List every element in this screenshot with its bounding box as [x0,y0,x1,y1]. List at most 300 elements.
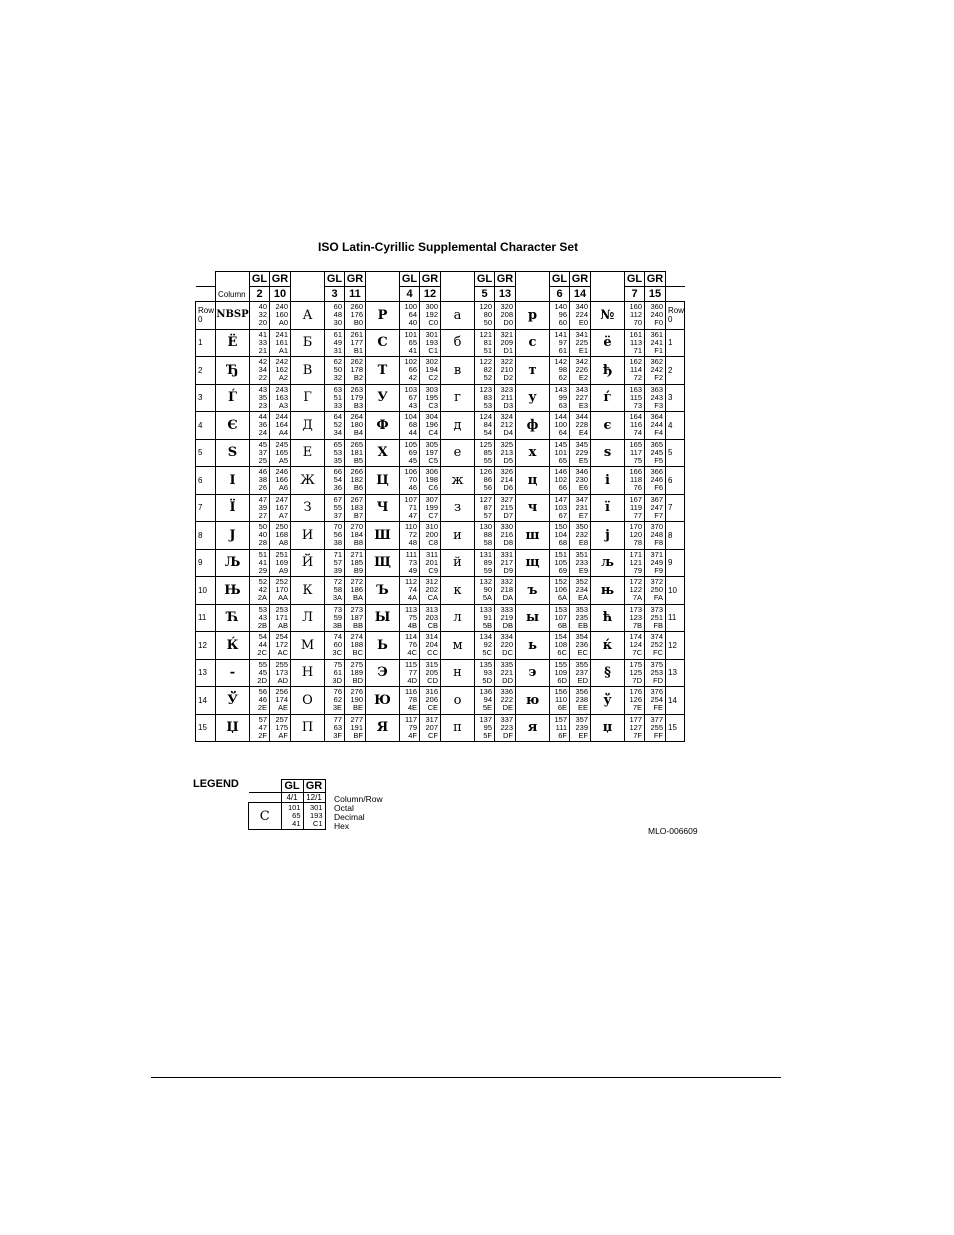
gr-codes [495,632,516,660]
hex-value: DE [502,703,513,713]
octal-value: 46 [258,467,267,477]
row-number: 14 [196,687,216,715]
row-number: 4 [196,412,216,440]
character-glyph: У [366,384,400,412]
decimal-value: 45 [258,667,267,677]
octal-value: 64 [333,412,342,422]
hex-value: DC [502,648,513,658]
octal-value: 366 [650,467,663,477]
hex-value: 62 [558,373,567,383]
octal-value: 47 [258,494,267,504]
hex-value: 31 [333,345,342,355]
decimal-value: 247 [650,502,663,512]
decimal-value: 205 [425,667,438,677]
column-gr-number: 11 [345,287,366,302]
gr-codes [270,632,291,660]
decimal-value: 203 [425,612,438,622]
hex-value: 4F [408,730,417,740]
decimal-value: 103 [554,502,567,512]
gr-codes [495,494,516,522]
decimal-value: 66 [408,365,417,375]
gl-codes [625,302,645,330]
octal-value: 247 [275,494,288,504]
decimal-value: 36 [258,420,267,430]
character-glyph: Л [291,604,325,632]
table-row [196,357,685,385]
octal-value: 253 [275,604,288,614]
decimal-value: 191 [350,722,363,732]
decimal-value: 100 [554,420,567,430]
octal-value: 142 [554,357,567,367]
gr-codes [645,439,666,467]
hex-value: 33 [333,400,342,410]
decimal-value: 226 [575,365,588,375]
octal-value: 362 [650,357,663,367]
octal-value: 274 [350,632,363,642]
character-glyph: р [516,302,550,330]
octal-value: 267 [350,494,363,504]
decimal-value: 193 [425,337,438,347]
decimal-value: 218 [500,585,513,595]
row-number: 6 [666,467,685,495]
octal-value: 260 [350,302,363,312]
hex-value: BC [352,648,363,658]
hex-value: 7C [632,648,642,658]
octal-value: 70 [333,522,342,532]
character-glyph: О [291,687,325,715]
hex-value: 21 [258,345,267,355]
decimal-value: 241 [650,337,663,347]
character-glyph: щ [516,549,550,577]
gl-codes [625,384,645,412]
legend-gl-header: GL [281,780,303,793]
hex-value: D0 [503,318,513,328]
gl-codes [625,439,645,467]
decimal-value: 227 [575,392,588,402]
hex-value: D5 [503,455,513,465]
decimal-value: 58 [333,585,342,595]
octal-value: 307 [425,494,438,504]
gl-codes [325,467,345,495]
gl-codes [250,714,270,742]
decimal-value: 185 [350,557,363,567]
decimal-value: 61 [333,667,342,677]
octal-value: 346 [575,467,588,477]
gr-header: GR [645,272,666,287]
octal-value: 337 [500,714,513,724]
decimal-value: 208 [500,310,513,320]
octal-value: 162 [629,357,642,367]
octal-value: 374 [650,632,663,642]
decimal-value: 228 [575,420,588,430]
row-number [196,302,216,330]
octal-value: 66 [333,467,342,477]
gr-codes [645,467,666,495]
octal-value: 101 [404,329,417,339]
character-glyph: Љ [216,549,250,577]
hex-value: AF [278,730,288,740]
gr-codes [345,714,366,742]
decimal-value: 243 [650,392,663,402]
octal-value: 42 [258,357,267,367]
row-number: 3 [196,384,216,412]
gl-codes [475,439,495,467]
character-glyph: л [441,604,475,632]
octal-value: 240 [275,302,288,312]
gr-codes [570,384,591,412]
decimal-value: 165 [275,447,288,457]
octal-value: 107 [404,494,417,504]
table-row [196,412,685,440]
hex-value: 71 [633,345,642,355]
gl-codes [550,357,570,385]
gr-codes [420,577,441,605]
octal-value: 165 [629,439,642,449]
gr-codes [645,604,666,632]
decimal-value: 67 [408,392,417,402]
hex-value: E5 [578,455,588,465]
hex-value: 7B [632,620,642,630]
character-glyph: с [516,329,550,357]
hex-value: 74 [633,428,642,438]
hex-value: EF [578,730,588,740]
decimal-value: 215 [500,502,513,512]
hex-value: 3B [332,620,342,630]
gr-codes [270,302,291,330]
gl-codes [400,632,420,660]
octal-value: 144 [554,412,567,422]
gl-codes [550,577,570,605]
octal-value: 140 [554,302,567,312]
row-number: 1 [196,329,216,357]
hex-value: FD [653,675,663,685]
gl-codes [550,412,570,440]
gr-codes [570,467,591,495]
decimal-value: 201 [425,557,438,567]
octal-value: 275 [350,659,363,669]
decimal-value: 242 [650,365,663,375]
character-glyph: NBSP [216,302,250,330]
hex-value: 5D [482,675,492,685]
octal-value: 316 [425,687,438,697]
decimal-value: 63 [333,722,342,732]
legend-gr-hex: C1 [312,819,323,828]
octal-value: 365 [650,439,663,449]
decimal-value: 219 [500,612,513,622]
octal-value: 361 [650,329,663,339]
character-glyph: љ [591,549,625,577]
hex-value: DD [502,675,513,685]
gr-codes [270,329,291,357]
gl-codes [625,604,645,632]
decimal-value: 231 [575,502,588,512]
hex-value: 72 [633,373,642,383]
character-glyph: Ж [291,467,325,495]
octal-value: 71 [333,549,342,559]
decimal-value: 87 [483,502,492,512]
decimal-value: 99 [558,392,567,402]
row-number: 5 [666,439,685,467]
decimal-value: 49 [333,337,342,347]
hex-value: 38 [333,538,342,548]
octal-value: 104 [404,412,417,422]
row-number: 7 [196,494,216,522]
decimal-value: 211 [501,392,513,402]
decimal-value: 216 [500,530,513,540]
hex-value: F5 [654,455,663,465]
gl-codes [400,659,420,687]
octal-value: 45 [258,439,267,449]
octal-value: 161 [629,329,642,339]
octal-value: 327 [500,494,513,504]
gl-codes [550,714,570,742]
gl-header: GL [550,272,570,287]
decimal-value: 254 [650,695,663,705]
hex-value: EC [577,648,588,658]
hex-value: 5E [482,703,492,713]
octal-value: 167 [629,494,642,504]
gr-codes [645,549,666,577]
character-glyph: у [516,384,550,412]
hex-value: F4 [654,428,663,438]
character-glyph: Ъ [366,577,400,605]
hex-value: 45 [408,455,417,465]
hex-value: 3F [333,730,342,740]
decimal-value: 40 [258,530,267,540]
gl-codes [400,714,420,742]
hex-value: 2F [258,730,267,740]
gl-codes [325,439,345,467]
hex-value: 5B [482,620,492,630]
decimal-value: 223 [500,722,513,732]
hex-value: A9 [278,565,288,575]
decimal-value: 74 [408,585,417,595]
gr-codes [570,632,591,660]
gr-codes [420,687,441,715]
decimal-value: 233 [575,557,588,567]
octal-value: 364 [650,412,663,422]
character-glyph: к [441,577,475,605]
gl-codes [325,549,345,577]
octal-value: 150 [554,522,567,532]
hex-value: B7 [353,510,363,520]
hex-value: F8 [654,538,663,548]
hex-value: F7 [654,510,663,520]
hex-value: FF [653,730,663,740]
row-number: 3 [666,384,685,412]
decimal-value: 250 [650,585,663,595]
decimal-value: 177 [350,337,363,347]
gl-codes [625,577,645,605]
gr-codes [420,329,441,357]
hex-value: 76 [633,483,642,493]
hex-value: 67 [558,510,567,520]
hex-value: 42 [408,373,417,383]
hex-value: AC [277,648,288,658]
hex-value: 53 [483,400,492,410]
legend-table [248,779,326,830]
gl-codes [325,522,345,550]
hex-value: D6 [503,483,513,493]
gr-codes [495,412,516,440]
gl-codes [250,604,270,632]
gr-codes [570,577,591,605]
octal-value: 242 [275,357,288,367]
octal-value: 155 [554,659,567,669]
gr-codes [270,714,291,742]
hex-value: A4 [278,428,288,438]
legend-gr-octal: 301 [309,803,323,812]
hex-value: EA [577,593,588,603]
decimal-value: 164 [275,420,288,430]
character-glyph: Г [291,384,325,412]
character-glyph: в [441,357,475,385]
decimal-value: 56 [333,530,342,540]
decimal-value: 207 [425,722,438,732]
octal-value: 143 [554,384,567,394]
hex-value: DF [503,730,513,740]
character-glyph: Ф [366,412,400,440]
octal-value: 52 [258,577,267,587]
gl-codes [400,522,420,550]
gl-codes [400,439,420,467]
decimal-value: 47 [258,722,267,732]
gl-codes [475,659,495,687]
decimal-value: 124 [629,640,642,650]
decimal-value: 234 [575,585,588,595]
character-glyph: е [441,439,475,467]
character-glyph: Џ [216,714,250,742]
character-glyph: ы [516,604,550,632]
gr-codes [495,439,516,467]
hex-value: F0 [654,318,663,328]
decimal-value: 114 [630,365,642,375]
hex-value: A1 [278,345,288,355]
decimal-value: 69 [408,447,417,457]
legend-key-hex: Hex [334,821,350,831]
decimal-value: 232 [575,530,588,540]
octal-value: 135 [479,659,492,669]
gl-codes [400,329,420,357]
decimal-value: 225 [575,337,588,347]
hex-value: 5C [482,648,492,658]
decimal-value: 236 [575,640,588,650]
character-glyph: Й [291,549,325,577]
gr-codes [420,714,441,742]
decimal-value: 52 [333,420,342,430]
hex-value: 69 [558,565,567,575]
hex-value: FA [653,593,663,603]
gl-codes [550,687,570,715]
octal-value: 130 [479,522,492,532]
gl-codes [550,632,570,660]
hex-value: CE [427,703,438,713]
character-glyph: д [441,412,475,440]
decimal-value: 204 [425,640,438,650]
hex-value: 55 [483,455,492,465]
character-glyph: Ђ [216,357,250,385]
gl-codes [550,494,570,522]
column-gl-number: 3 [325,287,345,302]
hex-value: 51 [483,345,492,355]
hex-value: A7 [278,510,288,520]
character-glyph: Ў [216,687,250,715]
character-glyph: Щ [366,549,400,577]
decimal-value: 119 [630,502,642,512]
gr-codes [270,577,291,605]
decimal-value: 54 [333,475,342,485]
gr-codes [345,659,366,687]
decimal-value: 252 [650,640,663,650]
footer-rule [151,1077,781,1078]
octal-value: 342 [575,357,588,367]
character-glyph: И [291,522,325,550]
octal-value: 323 [500,384,513,394]
gl-codes [325,302,345,330]
octal-value: 300 [425,302,438,312]
octal-value: 172 [629,577,642,587]
gl-codes [250,494,270,522]
decimal-value: 178 [350,365,363,375]
character-glyph: Т [366,357,400,385]
gr-codes [345,302,366,330]
decimal-value: 224 [575,310,588,320]
gr-codes [570,522,591,550]
gl-codes [250,687,270,715]
octal-value: 147 [554,494,567,504]
hex-value: C6 [428,483,438,493]
gr-header: GR [420,272,441,287]
octal-value: 310 [425,522,438,532]
header-spacer [196,272,216,287]
table-row [196,522,685,550]
column-gr-number: 14 [570,287,591,302]
header-spacer [291,272,325,302]
decimal-value: 34 [258,365,267,375]
row-number: 15 [666,714,685,742]
hex-value: 7D [632,675,642,685]
octal-value: 152 [554,577,567,587]
gr-codes [270,522,291,550]
character-glyph: п [441,714,475,742]
octal-value: 134 [479,632,492,642]
hex-value: BA [352,593,363,603]
hex-value: 78 [633,538,642,548]
decimal-value: 104 [554,530,567,540]
decimal-value: 42 [258,585,267,595]
hex-value: D4 [503,428,513,438]
gr-codes [420,357,441,385]
decimal-value: 94 [483,695,492,705]
hex-value: C1 [428,345,438,355]
octal-value: 334 [500,632,513,642]
gr-codes [270,687,291,715]
octal-value: 322 [500,357,513,367]
octal-value: 330 [500,522,513,532]
octal-value: 326 [500,467,513,477]
gr-codes [420,302,441,330]
row-number: 12 [666,632,685,660]
row-number: 2 [196,357,216,385]
decimal-value: 194 [425,365,438,375]
legend-gr-header: GR [303,780,325,793]
character-glyph: I [216,467,250,495]
gl-codes [250,577,270,605]
decimal-value: 162 [275,365,288,375]
octal-value: 276 [350,687,363,697]
octal-value: 73 [333,604,342,614]
gl-codes [550,384,570,412]
